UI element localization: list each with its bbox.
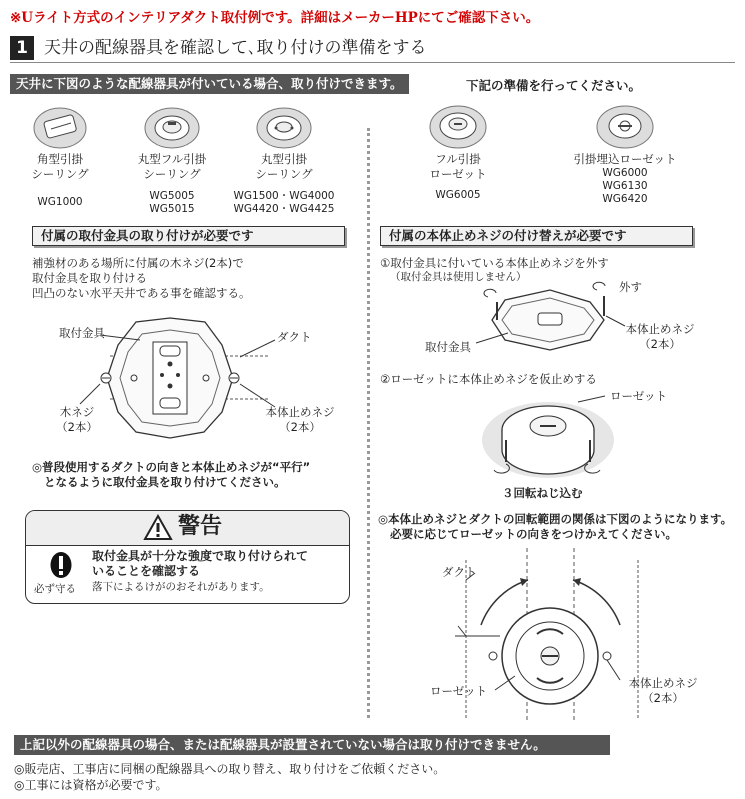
fixture-full-rosette-name: フル引掛 ローゼット bbox=[429, 152, 487, 181]
label-remove: 外す bbox=[619, 280, 642, 294]
fixture-round-name: 丸型引掛 シーリング bbox=[255, 152, 313, 181]
fixture-square-models: WG1000 bbox=[37, 196, 83, 208]
warning-title: 警告 bbox=[178, 514, 223, 539]
bottom-note-2: ◎工事には資格が必要です。 bbox=[14, 778, 168, 792]
label-body-screw-bottom: 本体止めネジ （2本） bbox=[628, 676, 698, 705]
fixture-round-full-name: 丸型フル引掛 シーリング bbox=[137, 152, 207, 181]
label-duct-left: ダクト bbox=[277, 330, 312, 344]
label-wood-screw: 木ネジ （2本） bbox=[56, 405, 98, 434]
fixture-square-name: 角型引掛 シーリング bbox=[31, 152, 89, 181]
step-number: 1 bbox=[10, 36, 34, 60]
right-section-header: 付属の本体止めネジの付け替えが必要です bbox=[380, 226, 693, 246]
label-three-turns: ３回転ねじ込む bbox=[502, 486, 583, 500]
right-step-2: ②ローゼットに本体止めネジを仮止めする bbox=[380, 372, 597, 386]
left-instruction-1: 補強材のある場所に付属の木ネジ(2本)で bbox=[32, 256, 244, 270]
label-body-screw-right: 本体止めネジ （2本） bbox=[625, 322, 695, 351]
banner-prepare: 下記の準備を行ってください。 bbox=[466, 78, 642, 93]
left-note: ◎普段使用するダクトの向きと本体止めネジが“平行” となるように取付金具を取り付けてください。 bbox=[32, 460, 311, 489]
fixture-embedded-rosette-models: WG6000 WG6130 WG6420 bbox=[602, 167, 648, 205]
label-duct-right: ダクト bbox=[442, 565, 477, 579]
left-instruction-2: 取付金具を取り付ける bbox=[32, 271, 147, 285]
label-bracket-left: 取付金具 bbox=[59, 326, 105, 340]
label-bracket-right: 取付金具 bbox=[425, 340, 471, 354]
label-rosette-bottom: ローゼット bbox=[430, 684, 488, 698]
fixture-embedded-rosette-name: 引掛埋込ローゼット bbox=[573, 152, 677, 166]
right-step-1: ①取付金具に付いている本体止めネジを外す bbox=[380, 256, 609, 270]
bottom-note-1: ◎販売店、工事店に同梱の配線器具への取り替え、取り付けをご依頼ください。 bbox=[14, 762, 446, 776]
warning-consequence: 落下によるけがのおそれがあります。 bbox=[92, 581, 270, 593]
right-note: ◎本体止めネジとダクトの回転範囲の関係は下図のようになります。 必要に応じてローゼットの向きをつけかえてください。 bbox=[378, 512, 733, 541]
label-body-screw-left: 本体止めネジ （2本） bbox=[265, 405, 335, 434]
step-title: 天井の配線器具を確認して､取り付けの準備をする bbox=[44, 38, 427, 58]
banner-compatible: 天井に下図のような配線器具が付いている場合、取り付けできます。 bbox=[10, 74, 409, 94]
fixture-full-rosette-models: WG6005 bbox=[435, 189, 481, 201]
bottom-banner: 上記以外の配線器具の場合、または配線器具が設置されていない場合は取り付けできません。 bbox=[14, 735, 610, 755]
mandatory-caption: 必ず守る bbox=[34, 583, 76, 595]
fixture-round-models: WG1500・WG4000 WG4420・WG4425 bbox=[233, 190, 335, 215]
left-section-header: 付属の取付金具の取り付けが必要です bbox=[32, 226, 345, 246]
right-step-1-note: （取付金具は使用しません） bbox=[390, 271, 527, 283]
label-rosette: ローゼット bbox=[610, 389, 668, 403]
fixture-round-full-models: WG5005 WG5015 bbox=[149, 190, 195, 215]
notice-text: ※Uライト方式のインテリアダクト取付例です。詳細はメーカーHPにてご確認下さい。 bbox=[10, 10, 540, 26]
left-instruction-3: 凹凸のない水平天井である事を確認する。 bbox=[32, 286, 251, 300]
warning-text: 取付金具が十分な強度で取り付けられて いることを確認する bbox=[92, 549, 309, 578]
